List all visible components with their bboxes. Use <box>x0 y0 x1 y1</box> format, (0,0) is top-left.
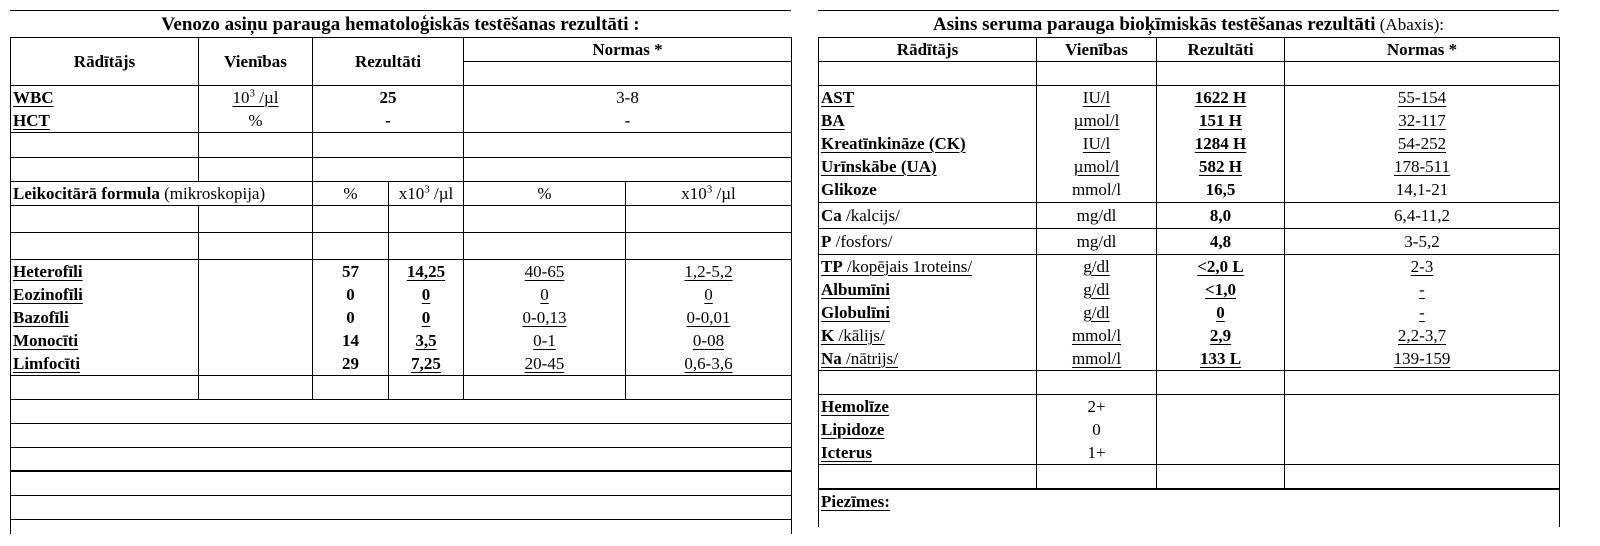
row-result: 2,9 <box>1157 324 1285 347</box>
row-name: Na /nātrijs/ <box>819 347 1037 371</box>
row-units: mg/dl <box>1037 229 1157 255</box>
row-abs: 0 <box>389 283 464 306</box>
row-units: g/dl <box>1037 255 1157 279</box>
row-name: Globulīni <box>819 301 1037 324</box>
biochemistry-table <box>818 37 1560 527</box>
row-result: 151 H <box>1157 109 1285 132</box>
row-name: Eozinofīli <box>11 283 199 306</box>
row-norm: 2,2-3,7 <box>1285 324 1560 347</box>
row-name: Limfocīti <box>11 352 199 376</box>
row-units: IU/l <box>1037 86 1157 110</box>
row-abs: 3,5 <box>389 329 464 352</box>
table-row <box>819 86 1560 110</box>
table-row <box>819 441 1560 465</box>
row-norm: 32-117 <box>1285 109 1560 132</box>
quality-name: Hemolīze <box>819 395 1037 419</box>
row-norm: 2-3 <box>1285 255 1560 279</box>
row-pct: 0 <box>313 306 389 329</box>
row-norm: 3-5,2 <box>1285 229 1560 255</box>
row-norm: 54-252 <box>1285 132 1560 155</box>
row-norm-pct: 20-45 <box>464 352 626 376</box>
row-result: 133 L <box>1157 347 1285 371</box>
row-name: K /kālijs/ <box>819 324 1037 347</box>
notes-label: Piezīmes: <box>819 489 1560 513</box>
hematology-title <box>10 10 791 38</box>
row-name: TP /kopējais 1roteins/ <box>819 255 1037 279</box>
row-units: % <box>199 109 313 133</box>
row-name: Monocīti <box>11 329 199 352</box>
row-norm-pct: 0 <box>464 283 626 306</box>
row-name: Kreatīnkināze (CK) <box>819 132 1037 155</box>
leuko-header-label: Leikocitārā formula (mikroskopija) <box>11 182 313 206</box>
table-row <box>11 352 792 376</box>
notes-row <box>819 489 1560 513</box>
leuko-header-norm-pct: % <box>464 182 626 206</box>
quality-name: Lipidoze <box>819 418 1037 441</box>
table-row <box>819 418 1560 441</box>
table-row <box>819 132 1560 155</box>
row-name: BA <box>819 109 1037 132</box>
row-units: $10^3$ /µl <box>199 86 313 110</box>
row-pct: 14 <box>313 329 389 352</box>
row-name: Albumīni <box>819 278 1037 301</box>
row-norm-abs: 0-0,01 <box>626 306 792 329</box>
row-units: µmol/l <box>1037 155 1157 178</box>
table-row <box>819 155 1560 178</box>
row-units: mmol/l <box>1037 178 1157 203</box>
hematology-title-text: Venozo asiņu parauga hematoloģiskās testēšanas rezultāti : <box>161 14 640 35</box>
leuko-header-row <box>11 182 792 206</box>
quality-value: 0 <box>1037 418 1157 441</box>
row-units: mmol/l <box>1037 324 1157 347</box>
row-name: HCT <box>11 109 199 133</box>
table-row <box>11 86 792 110</box>
row-result: 8,0 <box>1157 203 1285 229</box>
row-result: 16,5 <box>1157 178 1285 203</box>
header-units: Vienības <box>199 38 313 86</box>
row-norm-abs: 0 <box>626 283 792 306</box>
hematology-table <box>10 37 792 534</box>
row-norm: - <box>1285 278 1560 301</box>
row-norm: 55-154 <box>1285 86 1560 110</box>
header-indicator: Rādītājs <box>11 38 199 86</box>
table-row <box>819 324 1560 347</box>
row-abs: 0 <box>389 306 464 329</box>
row-norm-pct: 0-1 <box>464 329 626 352</box>
row-norm-pct: 40-65 <box>464 260 626 284</box>
header-results: Rezultāti <box>313 38 464 86</box>
table-row <box>11 109 792 133</box>
row-units: mmol/l <box>1037 347 1157 371</box>
row-result: 4,8 <box>1157 229 1285 255</box>
biochemistry-title <box>818 10 1559 38</box>
table-row <box>819 203 1560 229</box>
biochemistry-title-sub: (Abaxis): <box>1375 15 1444 34</box>
header-results: Rezultāti <box>1157 38 1285 62</box>
header-norms: Normas * <box>464 38 792 62</box>
row-norm: 6,4-11,2 <box>1285 203 1560 229</box>
biochemistry-header-row <box>819 38 1560 62</box>
table-row <box>11 329 792 352</box>
row-abs: 7,25 <box>389 352 464 376</box>
table-row <box>819 109 1560 132</box>
row-result: - <box>313 109 464 133</box>
header-units: Vienības <box>1037 38 1157 62</box>
table-row <box>819 178 1560 203</box>
table-row <box>11 260 792 284</box>
leuko-header-pct: % <box>313 182 389 206</box>
row-norm-abs: 1,2-5,2 <box>626 260 792 284</box>
table-row <box>819 347 1560 371</box>
row-units: g/dl <box>1037 278 1157 301</box>
row-result: <1,0 <box>1157 278 1285 301</box>
row-result: <2,0 L <box>1157 255 1285 279</box>
row-name: P /fosfors/ <box>819 229 1037 255</box>
row-norm-pct: 0-0,13 <box>464 306 626 329</box>
header-indicator: Rādītājs <box>819 38 1037 62</box>
row-pct: 0 <box>313 283 389 306</box>
table-row <box>11 306 792 329</box>
row-units: g/dl <box>1037 301 1157 324</box>
row-result: 1622 H <box>1157 86 1285 110</box>
row-units: mg/dl <box>1037 203 1157 229</box>
row-result: 1284 H <box>1157 132 1285 155</box>
row-name: Bazofīli <box>11 306 199 329</box>
row-name: WBC <box>11 86 199 110</box>
row-norm-abs: 0-08 <box>626 329 792 352</box>
row-norm: 139-159 <box>1285 347 1560 371</box>
row-units: IU/l <box>1037 132 1157 155</box>
table-row <box>819 229 1560 255</box>
quality-value: 2+ <box>1037 395 1157 419</box>
table-row <box>819 255 1560 279</box>
row-name: AST <box>819 86 1037 110</box>
row-result: 582 H <box>1157 155 1285 178</box>
row-norm: 178-511 <box>1285 155 1560 178</box>
row-name: Heterofīli <box>11 260 199 284</box>
table-row <box>11 283 792 306</box>
biochemistry-title-text: Asins seruma parauga bioķīmiskās testēšanas rezultāti <box>933 14 1376 35</box>
row-result: 0 <box>1157 301 1285 324</box>
leuko-header-norm-abs: $x10^3$ /µl <box>626 182 792 206</box>
row-name: Urīnskābe (UA) <box>819 155 1037 178</box>
row-name: Glikoze <box>819 178 1037 203</box>
row-abs: 14,25 <box>389 260 464 284</box>
row-pct: 29 <box>313 352 389 376</box>
row-norm: - <box>464 109 792 133</box>
row-name: Ca /kalcijs/ <box>819 203 1037 229</box>
table-row <box>819 395 1560 419</box>
row-result: 25 <box>313 86 464 110</box>
row-norm: 14,1-21 <box>1285 178 1560 203</box>
row-norm: 3-8 <box>464 86 792 110</box>
quality-name: Icterus <box>819 441 1037 465</box>
quality-value: 1+ <box>1037 441 1157 465</box>
hematology-header-row <box>11 38 792 62</box>
row-pct: 57 <box>313 260 389 284</box>
table-row <box>819 278 1560 301</box>
row-units: µmol/l <box>1037 109 1157 132</box>
header-norms: Normas * <box>1285 38 1560 62</box>
table-row <box>819 301 1560 324</box>
row-norm-abs: 0,6-3,6 <box>626 352 792 376</box>
leuko-header-abs: $x10^3$ /µl <box>389 182 464 206</box>
row-norm: - <box>1285 301 1560 324</box>
